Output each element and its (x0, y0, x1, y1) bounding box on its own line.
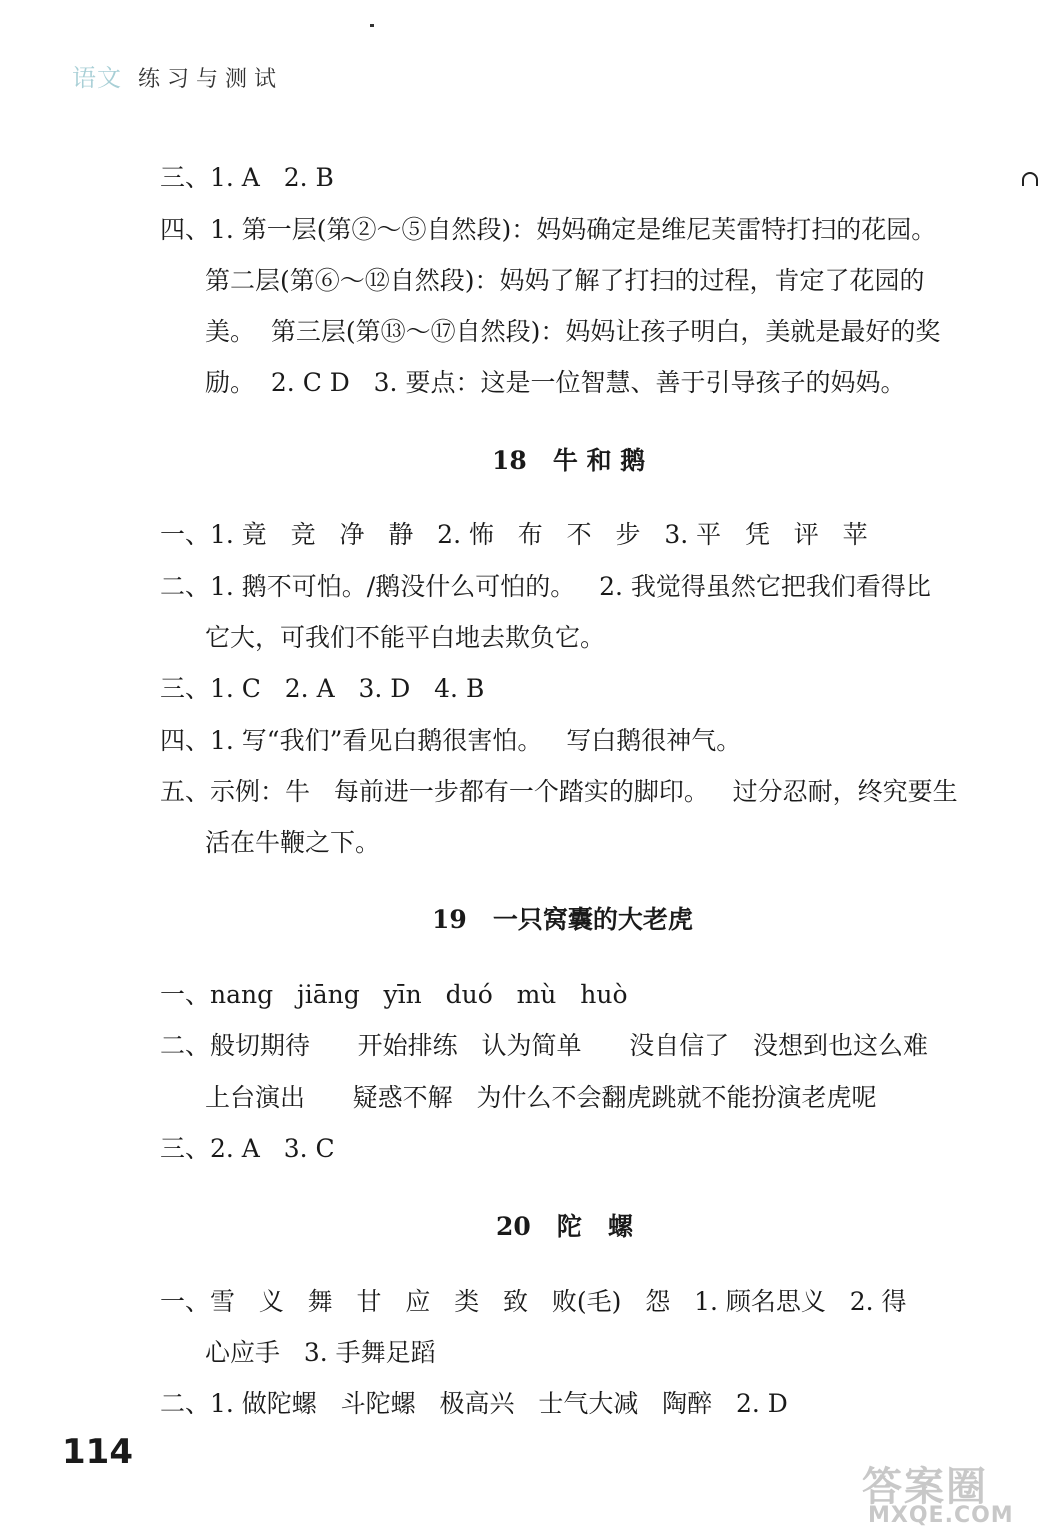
answer-line: 励。 2. C D 3. 要点：这是一位智慧、善于引导孩子的妈妈。 (205, 368, 906, 397)
header-book-title: 练习与测试 (138, 67, 284, 92)
answer-line: 活在牛鞭之下。 (205, 828, 381, 857)
answer-line: 一、雪 义 舞 甘 应 类 致 败(毛) 怨 1. 顾名思义 2. 得 (160, 1287, 907, 1316)
watermark-logo: 答案圈 (862, 1464, 988, 1510)
answer-line: 美。 第三层(第⑬～⑰自然段)：妈妈让孩子明白，美就是最好的奖 (205, 317, 941, 346)
watermark (862, 1455, 1027, 1530)
answer-line: 二、1. 鹅不可怕。/鹅没什么可怕的。 2. 我觉得虽然它把我们看得比 (160, 572, 931, 601)
answer-line: 一、1. 竟 竞 净 静 2. 怖 布 不 步 3. 平 凭 评 苹 (160, 520, 868, 549)
answer-line: 它大，可我们不能平白地去欺负它。 (205, 623, 606, 652)
answer-line: 一、nang jiāng yīn duó mù huò (160, 980, 628, 1009)
answer-line: 三、1. A 2. B (160, 163, 334, 192)
answer-line: 四、1. 写“我们”看见白鹅很害怕。 写白鹅很神气。 (160, 726, 742, 755)
scan-mark (1022, 172, 1038, 186)
answer-line: 上台演出 疑惑不解 为什么不会翻虎跳就不能扮演老虎呢 (205, 1083, 877, 1112)
scan-mark (370, 24, 374, 27)
page-number: 114 (62, 1432, 133, 1472)
answer-line: 二、1. 做陀螺 斗陀螺 极高兴 士气大减 陶醉 2. D (160, 1389, 788, 1418)
page-header (72, 58, 283, 93)
answer-line: 心应手 3. 手舞足蹈 (205, 1338, 436, 1367)
answer-line: 五、示例：牛 每前进一步都有一个踏实的脚印。 过分忍耐，终究要生 (160, 777, 958, 806)
header-subject: 语文 (72, 64, 122, 92)
section-title: 19 一只窝囊的大老虎 (432, 905, 693, 934)
answer-line: 三、1. C 2. A 3. D 4. B (160, 674, 485, 703)
watermark-url: MXQE.COM (868, 1503, 1014, 1528)
section-title: 18 牛 和 鹅 (492, 446, 646, 475)
answer-line: 三、2. A 3. C (160, 1134, 335, 1163)
answer-line: 四、1. 第一层(第②～⑤自然段)：妈妈确定是维尼芙雷特打扫的花园。 (160, 215, 937, 244)
section-title: 20 陀 螺 (496, 1212, 634, 1241)
answer-line: 第二层(第⑥～⑫自然段)：妈妈了解了打扫的过程，肯定了花园的 (205, 266, 925, 295)
answer-line: 二、般切期待 开始排练 认为简单 没自信了 没想到也这么难 (160, 1031, 929, 1060)
